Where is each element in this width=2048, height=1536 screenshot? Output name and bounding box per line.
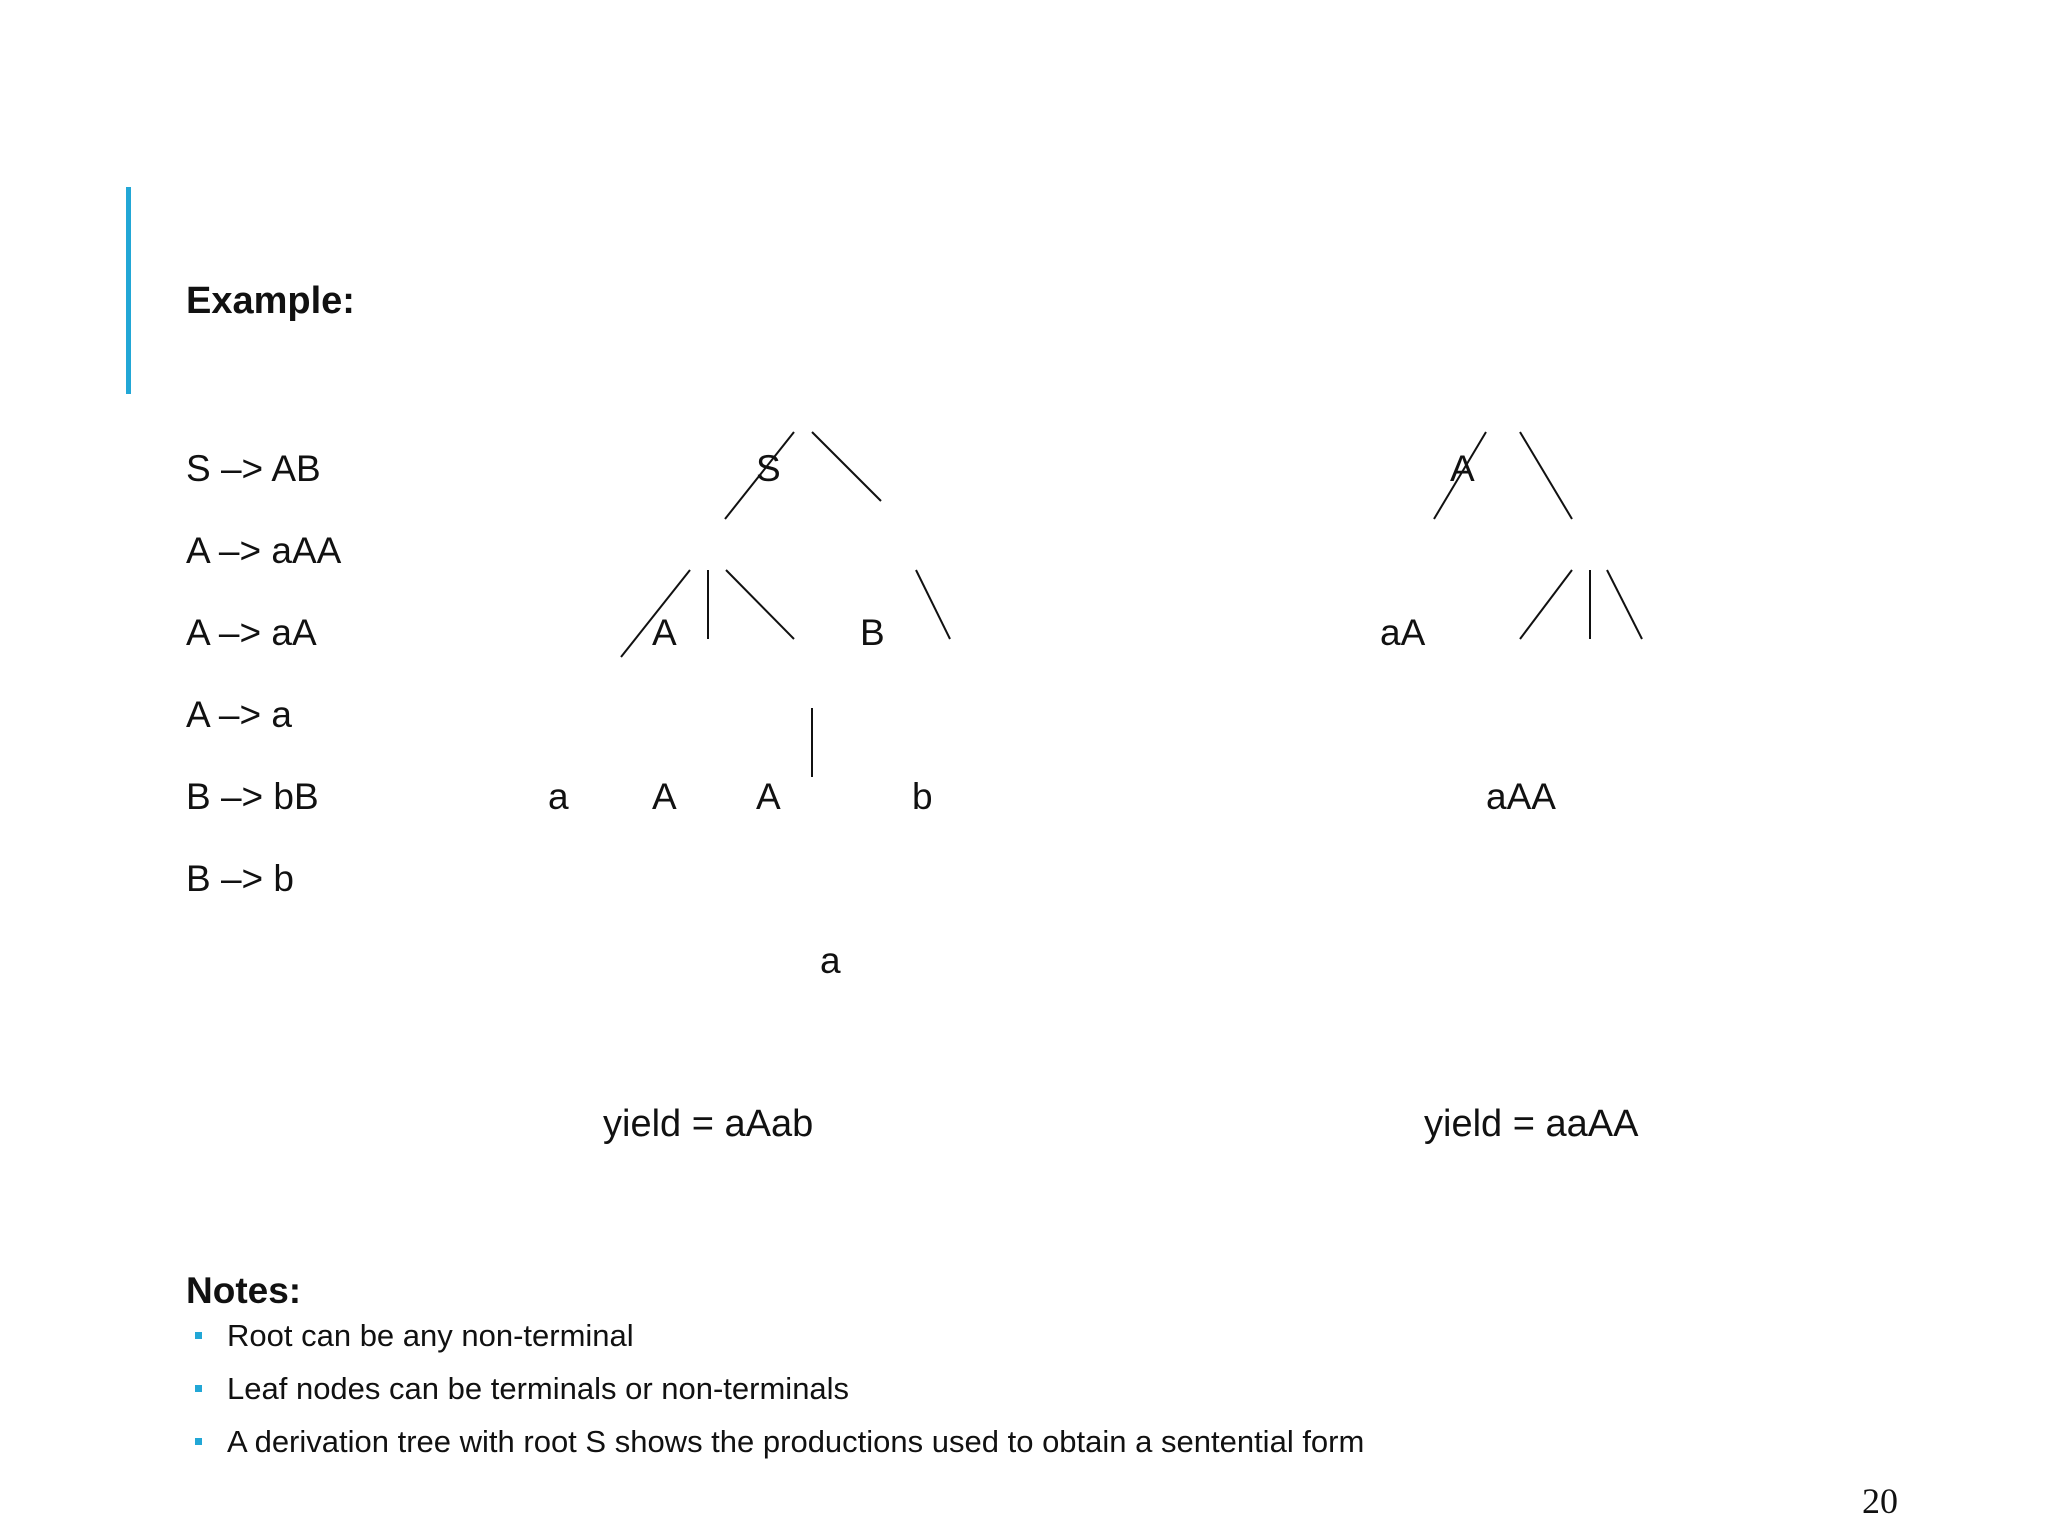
tree1-edge [812,432,881,501]
tree1-leaf-node: b [912,776,933,817]
tree1-edge [916,570,950,639]
tree2-node: aA [1380,612,1426,653]
tree1-node: A [756,776,781,817]
tree2-edge [1520,570,1572,639]
grammar-rule: A –> aA [186,612,317,653]
tree2-yield: yield = aaAA [1424,1103,1639,1145]
tree1-leaf-node: a [820,940,841,981]
grammar-rule: A –> a [186,694,292,735]
bullet-icon [195,1438,202,1445]
tree2-edge [1607,570,1642,639]
note-item [192,1371,1364,1424]
tree2-edge [1520,432,1572,519]
bullet-icon [195,1385,202,1392]
tree2-root-node: A [1450,448,1475,489]
tree1-yield: yield = aAab [603,1103,814,1145]
note-text: Leaf nodes can be terminals or non-terminals [227,1371,850,1406]
note-text: Root can be any non-terminal [227,1318,634,1353]
grammar-rule: B –> bB [186,776,319,817]
tree2-node: aAA [1486,776,1556,817]
notes-title: Notes: [186,1270,302,1311]
tree1-node: B [860,612,885,653]
tree1-node: A [652,612,677,653]
slide-heading: Example: [186,280,355,322]
note-item [192,1424,1364,1477]
bullet-icon [195,1332,202,1339]
page-number: 20 [1862,1481,1898,1521]
note-item [192,1318,1364,1371]
grammar-rule: A –> aAA [186,530,342,571]
grammar-rule: S –> AB [186,448,321,489]
tree1-root-node: S [756,448,781,489]
tree1-edge [726,570,794,639]
tree1-leaf-node: a [548,776,569,817]
tree1-leaf-node: A [652,776,677,817]
grammar-rule: B –> b [186,858,295,899]
notes-list [192,1318,1364,1477]
note-text: A derivation tree with root S shows the productions used to obtain a sentential form [227,1424,1365,1459]
